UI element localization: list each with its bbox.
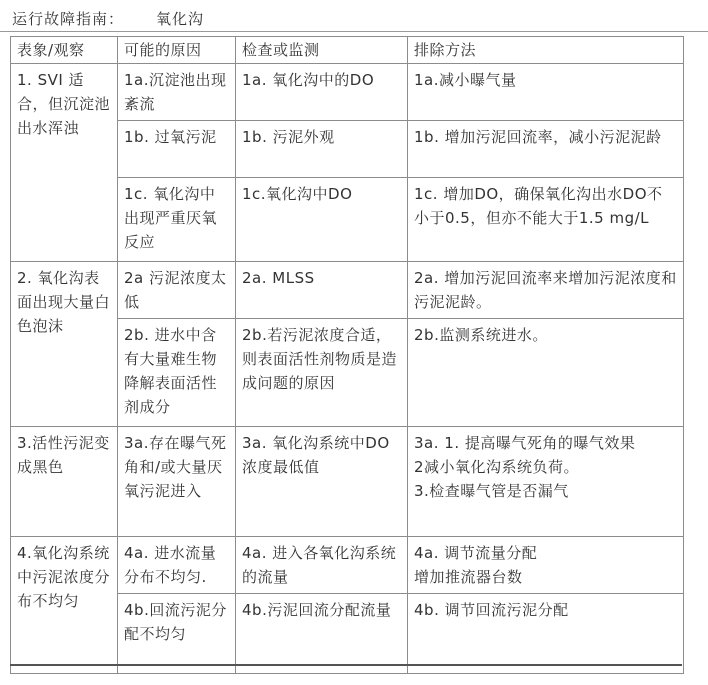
- bottom-divider: [10, 664, 682, 666]
- fix-line: 4a. 调节流量分配: [414, 544, 538, 562]
- cause-cell: 4b.回流污泥分配不均匀: [118, 594, 236, 674]
- cause-cell: 1c. 氧化沟中出现严重厌氧反应: [118, 178, 236, 262]
- cause-cell: 4a. 进水流量分布不均匀.: [118, 537, 236, 594]
- fix-cell: [408, 427, 684, 537]
- fix-cell: [408, 121, 684, 178]
- fix-line: 1c. 增加DO，确保氧化沟出水DO不小于0.5，但亦不能大于1.5 mg/L: [414, 185, 663, 227]
- fix-line: 4b. 调节回流污泥分配: [414, 601, 569, 619]
- check-cell: 4b.污泥回流分配流量: [236, 594, 408, 674]
- check-cell: 1c.氧化沟中DO: [236, 178, 408, 262]
- fix-cell: [408, 262, 684, 319]
- fix-line: 2b.监测系统进水。: [414, 326, 548, 344]
- check-cell: 4a. 进入各氧化沟系统的流量: [236, 537, 408, 594]
- table-header-row: [11, 37, 684, 64]
- table-row: [11, 262, 684, 319]
- fix-cell: [408, 64, 684, 121]
- table-row: [11, 64, 684, 121]
- fix-cell: [408, 178, 684, 262]
- table-row: [11, 427, 684, 537]
- fix-line: 2a. 增加污泥回流率来增加污泥浓度和污泥泥龄。: [414, 269, 677, 311]
- check-cell: 3a. 氧化沟系统中DO浓度最低值: [236, 427, 408, 537]
- troubleshooting-table: [10, 36, 684, 674]
- fix-line: 3.检查曝气管是否漏气: [414, 482, 569, 500]
- guide-title-label: 运行故障指南：: [12, 10, 125, 28]
- fix-line: 2减小氧化沟系统负荷。: [414, 458, 580, 476]
- check-cell: 2b.若污泥浓度合适，则表面活性剂物质是造成问题的原因: [236, 319, 408, 427]
- fix-line: 增加推流器台数: [414, 568, 523, 586]
- column-header-check: 检查或监测: [236, 37, 408, 64]
- observation-cell: 4.氧化沟系统中污泥浓度分布不均匀: [11, 537, 118, 674]
- table-row: [11, 537, 684, 594]
- cause-cell: 3a.存在曝气死角和/或大量厌氧污泥进入: [118, 427, 236, 537]
- observation-cell: 1. SVI 适合，但沉淀池出水浑浊: [11, 64, 118, 262]
- check-cell: 1a. 氧化沟中的DO: [236, 64, 408, 121]
- fix-line: 1a.减小曝气量: [414, 71, 517, 89]
- fix-line: 3a. 1. 提高曝气死角的曝气效果: [414, 434, 636, 452]
- observation-cell: 3.活性污泥变成黑色: [11, 427, 118, 537]
- check-cell: 2a. MLSS: [236, 262, 408, 319]
- cause-cell: 1a.沉淀池出现紊流: [118, 64, 236, 121]
- column-header-observation: 表象/观察: [11, 37, 118, 64]
- column-header-fix: 排除方法: [408, 37, 684, 64]
- fix-line: 1b. 增加污泥回流率，减小污泥泥龄: [414, 128, 662, 146]
- fix-cell: [408, 594, 684, 674]
- fix-cell: [408, 319, 684, 427]
- cause-cell: 2a 污泥浓度太低: [118, 262, 236, 319]
- cause-cell: 2b. 进水中含有大量难生物降解表面活性剂成分: [118, 319, 236, 427]
- title-row: [0, 0, 708, 32]
- fix-cell: [408, 537, 684, 594]
- cause-cell: 1b. 过氧污泥: [118, 121, 236, 178]
- column-header-cause: 可能的原因: [118, 37, 236, 64]
- observation-cell: 2. 氧化沟表面出现大量白色泡沫: [11, 262, 118, 427]
- check-cell: 1b. 污泥外观: [236, 121, 408, 178]
- guide-title-value: 氧化沟: [156, 10, 205, 28]
